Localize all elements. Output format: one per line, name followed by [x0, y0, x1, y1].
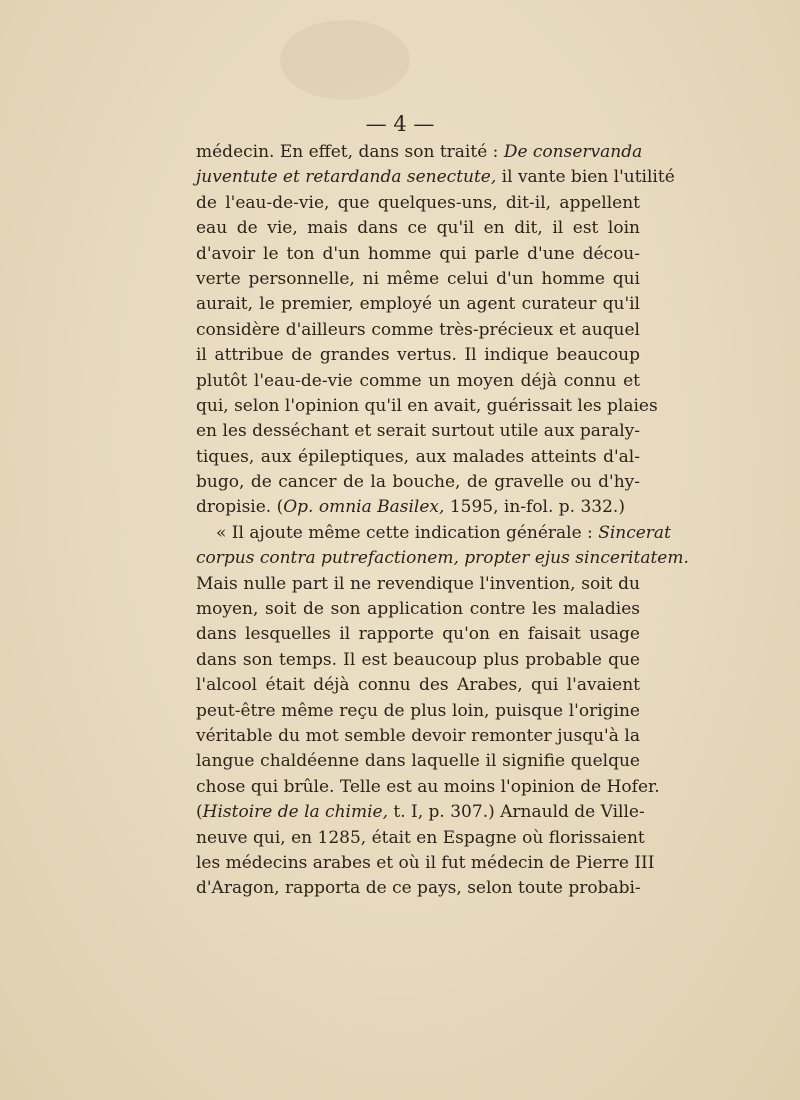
- text-segment: il vante bien l'utilité: [496, 167, 675, 188]
- text-line: [196, 724, 640, 749]
- text-segment: peut-être même reçu de plus loin, puisque l'origine: [196, 700, 640, 721]
- text-line: [196, 749, 640, 774]
- text-line: [196, 165, 675, 190]
- page-number: — 4 —: [365, 112, 435, 136]
- text-segment: les médecins arabes et où il fut médecin de Pierre III: [196, 852, 655, 873]
- paper-stain: [280, 20, 410, 100]
- text-line: [196, 572, 640, 597]
- text-segment: l'alcool était déjà connu des Arabes, qui l'avaient: [196, 675, 640, 696]
- text-line: [196, 851, 655, 876]
- text-segment: bugo, de cancer de la bouche, de gravelle ou d'hy-: [196, 472, 640, 493]
- text-segment: véritable du mot semble devoir remonter jusqu'à la: [196, 725, 640, 746]
- text-segment: neuve qui, en 1285, était en Espagne où florissaient: [196, 827, 645, 848]
- text-segment: considère d'ailleurs comme très-précieux et auquel: [196, 319, 640, 340]
- text-segment: tiques, aux épileptiques, aux malades atteints d'al-: [196, 446, 640, 467]
- text-segment: verte personnelle, ni même celui d'un homme qui: [196, 268, 640, 289]
- text-line: [196, 267, 640, 292]
- text-line: [196, 800, 645, 825]
- text-line: [196, 826, 645, 851]
- text-line: [196, 216, 640, 241]
- text-segment: « Il ajoute même cette indication générale :: [216, 522, 599, 543]
- text-line: [196, 597, 640, 622]
- italic-text: juventute et retardanda senectute,: [196, 167, 497, 188]
- text-line: [196, 546, 689, 571]
- text-line: [196, 470, 640, 495]
- text-segment: dans lesquelles il rapporte qu'on en faisait usage: [196, 624, 640, 645]
- text-segment: médecin. En effet, dans son traité :: [196, 142, 504, 162]
- text-line: [196, 343, 640, 368]
- text-segment: langue chaldéenne dans laquelle il signifie quelque: [196, 751, 640, 772]
- italic-text: Sincerat: [598, 522, 671, 543]
- text-line: [196, 622, 640, 647]
- text-line: [196, 445, 640, 470]
- text-segment: (: [196, 802, 203, 823]
- text-segment: aurait, le premier, employé un agent curateur qu'il: [196, 294, 640, 315]
- text-line: [196, 521, 671, 546]
- text-line: [196, 191, 640, 216]
- italic-text: Op. omnia Basilex,: [283, 497, 445, 518]
- italic-text: De conservanda: [503, 142, 643, 162]
- text-segment: chose qui brûle. Telle est au moins l'opinion de Hofer.: [196, 776, 660, 797]
- text-segment: dans son temps. Il est beaucoup plus probable que: [196, 649, 640, 670]
- text-line: [196, 419, 640, 444]
- italic-text: Histoire de la chimie,: [202, 802, 388, 823]
- text-line: [196, 242, 640, 267]
- text-segment: dropisie. (: [196, 497, 284, 518]
- text-line: [196, 775, 660, 800]
- text-segment: de l'eau-de-vie, que quelques-uns, dit-il, appellent: [196, 192, 640, 213]
- text-segment: moyen, soit de son application contre les maladies: [196, 599, 640, 620]
- text-segment: d'Aragon, rapporta de ce pays, selon toute probabi-: [196, 878, 641, 899]
- text-line: [196, 699, 640, 724]
- text-segment: d'avoir le ton d'un homme qui parle d'une décou-: [196, 243, 640, 264]
- text-line: [196, 369, 640, 394]
- text-line: [196, 140, 643, 165]
- text-segment: Mais nulle part il ne revendique l'invention, soit du: [196, 573, 640, 594]
- text-line: [196, 876, 640, 901]
- text-line: [196, 292, 640, 317]
- text-line: [196, 318, 640, 343]
- text-segment: t. I, p. 307.) Arnauld de Ville-: [387, 802, 645, 823]
- text-segment: il attribue de grandes vertus. Il indique beaucoup: [196, 345, 640, 366]
- text-segment: qui, selon l'opinion qu'il en avait, guérissait les plaies: [196, 395, 658, 416]
- text-segment: plutôt l'eau-de-vie comme un moyen déjà connu et: [196, 370, 640, 391]
- text-line: [196, 495, 640, 520]
- italic-text: corpus contra putrefactionem, propter ejus sinceritatem.: [196, 548, 689, 569]
- text-line: [196, 648, 640, 673]
- text-segment: eau de vie, mais dans ce qu'il en dit, il est loin: [196, 218, 640, 239]
- text-line: [196, 673, 640, 698]
- text-line: [196, 394, 658, 419]
- body-text: [196, 140, 689, 902]
- text-segment: 1595, in-fol. p. 332.): [444, 497, 625, 518]
- text-segment: en les desséchant et serait surtout utile aux paraly-: [196, 421, 640, 442]
